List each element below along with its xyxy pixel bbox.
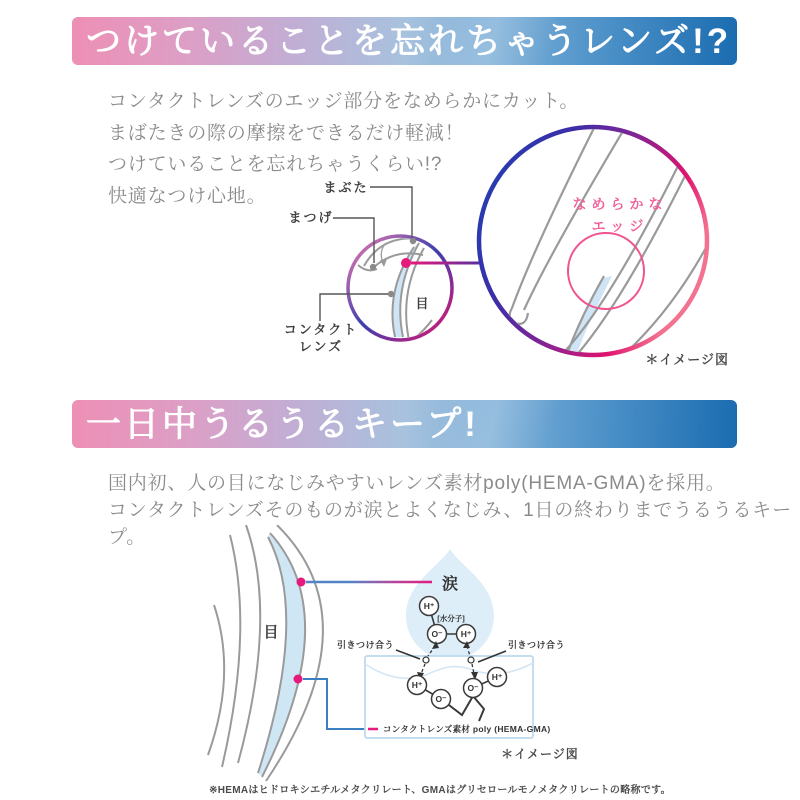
contact-lens-label-1: コンタクト	[283, 322, 359, 337]
bond-site-circle	[468, 657, 474, 663]
tear-anchor-dot	[297, 578, 306, 587]
eyelid-anchor-dot	[410, 238, 416, 244]
atom-label: O⁻	[431, 629, 443, 639]
moisture-keep-diagram	[180, 525, 640, 790]
atom-label: H⁺	[491, 672, 503, 682]
attract-label-right: 引きつけ合う	[508, 640, 566, 650]
body-line: つけていることを忘れちゃうくらい!?	[108, 154, 443, 175]
material-connector-line	[303, 679, 366, 729]
material-label: コンタクトレンズ素材 poly (HEMA-GMA)	[383, 724, 551, 734]
eye-label: 目	[263, 624, 281, 641]
body-line: 国内初、人の目になじみやすいレンズ素材poly(HEMA-GMA)を採用。	[108, 473, 726, 494]
edge-zoom-circle	[479, 127, 707, 355]
smooth-edge-diagram	[280, 108, 740, 378]
smooth-edge-caption-2: エッジ	[591, 218, 649, 234]
eye-arc	[222, 535, 240, 767]
image-note-2: ＊イメージ図	[501, 747, 579, 761]
footnote: ※HEMAはヒドロキシエチルメタクリレート、GMAはグリセロールモノメタクリレートの略称です。	[209, 785, 671, 796]
eye-label: 目	[415, 296, 431, 311]
section2-banner	[72, 400, 737, 448]
water-molecule-label: [水分子]	[437, 614, 465, 623]
material-anchor-dot	[294, 675, 303, 684]
eyelash-anchor-dot	[370, 264, 376, 270]
atom-label: O⁻	[435, 694, 447, 704]
zoom-anchor-dot	[401, 258, 411, 268]
atom-label: H⁺	[423, 601, 435, 611]
atom-label: H⁺	[460, 629, 472, 639]
eye-arc	[238, 525, 260, 763]
bond-site-circle	[423, 657, 429, 663]
body-line: コンタクトレンズそのものが涙とよくなじみ、1日の終わりまでうるうるキープ。	[108, 500, 792, 548]
section2-banner-title: 一日中うるうるキープ!	[86, 405, 479, 444]
eyelid-label: まぶた	[323, 180, 369, 195]
eyelash-label: まつげ	[288, 210, 334, 225]
eye-arc	[208, 605, 224, 755]
eye-cross-section	[208, 525, 323, 781]
body-line: コンタクトレンズのエッジ部分をなめらかにカット。	[108, 91, 580, 112]
image-note-1: ＊イメージ図	[645, 352, 729, 367]
atom-label: O⁻	[467, 683, 479, 693]
lens-cross-section-shape	[258, 533, 305, 777]
body-line: まばたきの際の摩擦をできるだけ軽減！	[108, 122, 465, 144]
tear-label: 涙	[442, 576, 459, 593]
lens-anchor-dot	[388, 291, 394, 297]
atom-label: H⁺	[411, 680, 423, 690]
body-line: 快適なつけ心地。	[108, 185, 267, 207]
section1-banner	[72, 17, 737, 65]
smooth-edge-caption-1: なめらかな	[572, 196, 668, 212]
section1-banner-title: つけていることを忘れちゃうレンズ!?	[86, 22, 732, 61]
attract-label-left: 引きつけ合う	[336, 640, 394, 650]
eyelid-label-line	[370, 187, 412, 238]
contact-lens-label-2: レンズ	[298, 339, 344, 354]
